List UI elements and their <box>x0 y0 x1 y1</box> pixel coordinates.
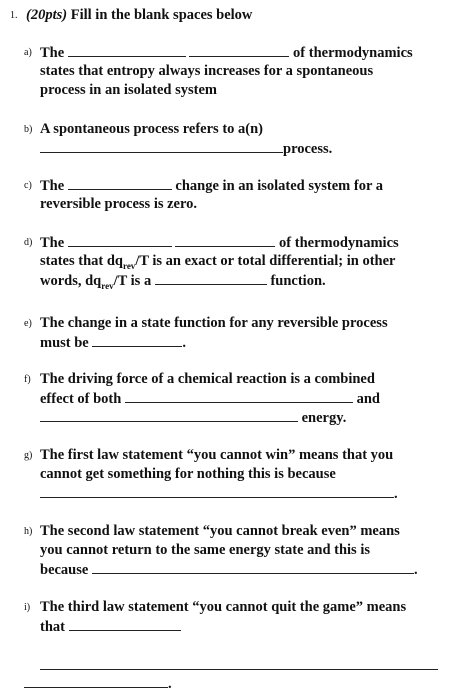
question-c-line1 <box>40 176 383 195</box>
text: that <box>40 619 65 635</box>
text: /T is an exact or total differential; in other <box>135 253 396 269</box>
question-number: 1. <box>10 10 18 21</box>
text: . <box>168 676 172 692</box>
text: because <box>40 562 89 578</box>
subscript: rev <box>122 260 136 271</box>
question-i-line3 <box>40 656 438 675</box>
text: The <box>40 235 65 251</box>
question-b-line1: A spontaneous process refers to a(n) <box>40 121 264 137</box>
question-e-line1: The change in a state function for any reversible process <box>40 315 388 331</box>
blank-d3[interactable] <box>155 271 267 285</box>
text: . <box>413 562 418 578</box>
question-d-line2 <box>40 252 395 270</box>
question-i-line4 <box>24 674 172 693</box>
text: /T is a <box>113 273 152 289</box>
marker-g: g) <box>24 450 33 461</box>
question-i-line2 <box>40 617 181 636</box>
marker-b: b) <box>24 124 33 135</box>
text: energy. <box>301 410 347 426</box>
blank-f2[interactable] <box>40 408 298 422</box>
blank-a2[interactable] <box>189 43 289 57</box>
question-g-line1: The first law statement “you cannot win” means that you <box>40 447 394 463</box>
question-a-line2: states that entropy always increases for a spontaneous <box>40 63 374 79</box>
question-b-line2 <box>40 139 332 158</box>
text: . <box>182 335 186 351</box>
question-a-line3: process in an isolated system <box>40 82 217 98</box>
text: and <box>356 391 380 407</box>
blank-i3[interactable] <box>24 674 168 688</box>
marker-e: e) <box>24 318 32 329</box>
question-f-line1: The driving force of a chemical reaction is a combined <box>40 371 375 387</box>
text: . <box>394 486 398 502</box>
question-g-line2: cannot get something for nothing this is because <box>40 466 336 482</box>
text: effect of both <box>40 391 122 407</box>
marker-c: c) <box>24 180 32 191</box>
blank-d2[interactable] <box>175 233 275 247</box>
text: change in an isolated system for a <box>175 178 383 194</box>
blank-a1[interactable] <box>68 43 186 57</box>
marker-h: h) <box>24 526 33 537</box>
text: process. <box>283 141 333 157</box>
marker-d: d) <box>24 237 33 248</box>
blank-e[interactable] <box>92 333 182 347</box>
question-a-line1 <box>40 43 413 62</box>
question-c-line2: reversible process is zero. <box>40 196 198 212</box>
blank-h[interactable] <box>92 560 414 574</box>
blank-c[interactable] <box>68 176 172 190</box>
question-d-line1 <box>40 233 399 252</box>
marker-a: a) <box>24 47 32 58</box>
text: states that dq <box>40 253 123 269</box>
subscript: rev <box>101 280 114 291</box>
blank-d1[interactable] <box>68 233 172 247</box>
question-h-line3 <box>40 560 418 579</box>
question-h-line2: you cannot return to the same energy state and this is <box>40 542 370 558</box>
points-label: (20pts) <box>26 7 68 23</box>
blank-f1[interactable] <box>125 389 353 403</box>
blank-b[interactable] <box>40 139 283 153</box>
question-e-line2 <box>40 333 186 352</box>
text: must be <box>40 335 89 351</box>
instruction-text: Fill in the blank spaces below <box>70 7 253 23</box>
text: words, dq <box>40 273 102 289</box>
text: of thermodynamics <box>279 235 399 251</box>
text: of thermodynamics <box>293 45 413 61</box>
text: function. <box>270 273 326 289</box>
text: The <box>40 45 65 61</box>
text: The <box>40 178 65 194</box>
question-g-line3 <box>40 484 398 503</box>
question-h-line1: The second law statement “you cannot break even” means <box>40 523 400 539</box>
marker-i: i) <box>24 602 31 613</box>
question-i-line1: The third law statement “you cannot quit the game” means <box>40 599 407 615</box>
blank-g[interactable] <box>40 484 394 498</box>
question-d-line3 <box>40 271 326 290</box>
question-f-line3 <box>40 408 346 427</box>
blank-i2[interactable] <box>40 656 438 670</box>
marker-f: f) <box>24 374 31 385</box>
question-f-line2 <box>40 389 380 408</box>
question-header <box>26 6 252 24</box>
blank-i1[interactable] <box>69 617 181 631</box>
